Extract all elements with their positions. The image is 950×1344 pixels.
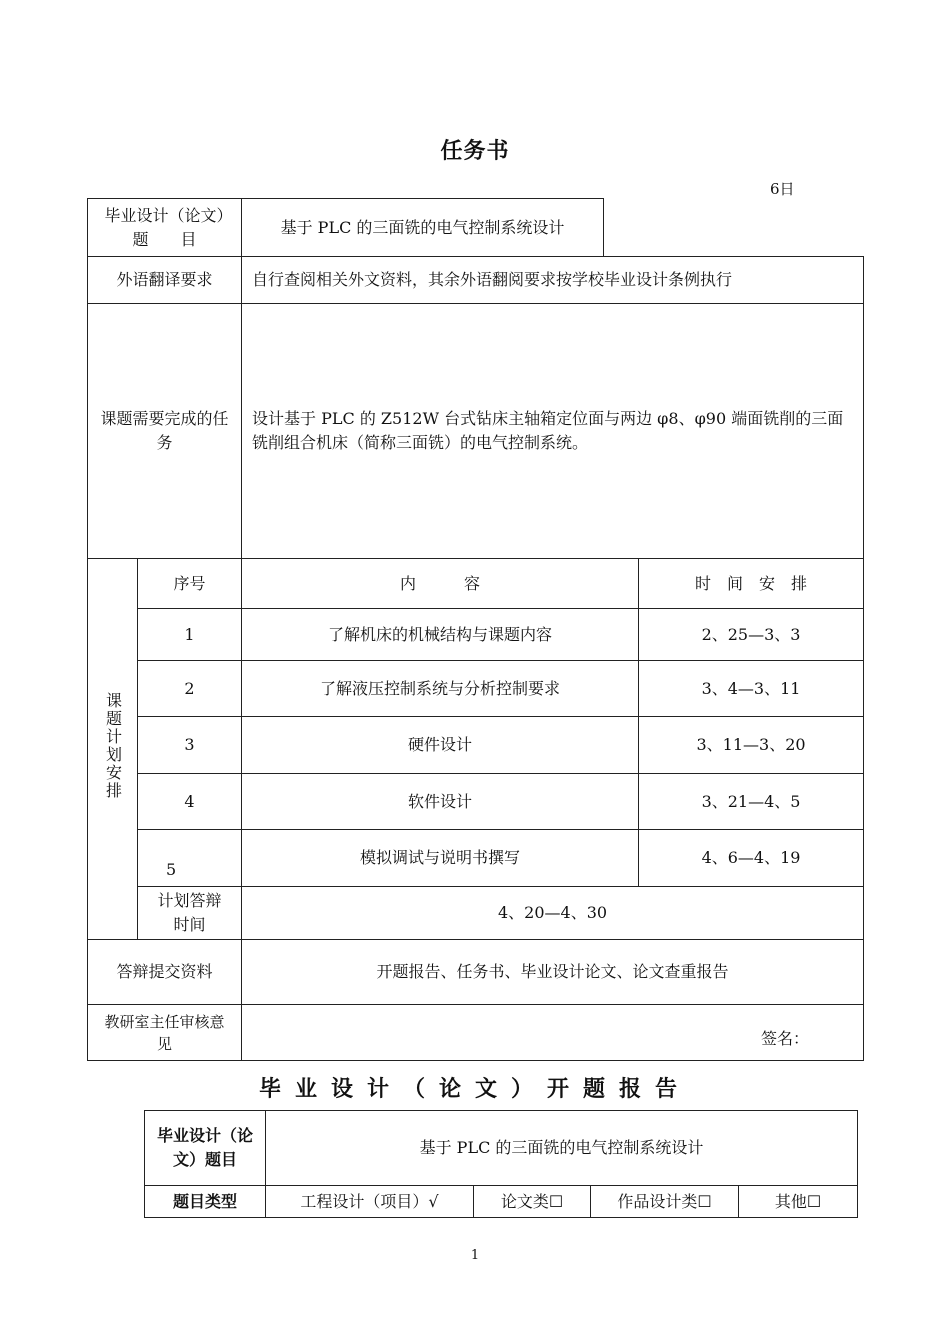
plan-row-content: 了解机床的机械结构与课题内容 [242, 609, 639, 661]
type-option-other: 其他☐ [739, 1186, 858, 1218]
plan-row-no: 1 [138, 609, 242, 661]
requirement-value: 设计基于 PLC 的 Z512W 台式钻床主轴箱定位面与两边 φ8、φ90 端面铣削的三面铣削组合机床（简称三面铣）的电气控制系统。 [242, 304, 864, 559]
plan-header-time: 时 间 安 排 [639, 559, 864, 609]
date-text: 6日 [770, 180, 795, 198]
table-row [88, 661, 864, 717]
table-row [88, 774, 864, 830]
plan-row-time: 3、11—3、20 [639, 717, 864, 774]
plan-row-time: 4、6—4、19 [639, 830, 864, 887]
report-table [144, 1110, 858, 1218]
plan-row-content: 软件设计 [242, 774, 639, 830]
topic-table [87, 198, 604, 257]
report-topic-value: 基于 PLC 的三面铣的电气控制系统设计 [266, 1111, 858, 1186]
plan-row-time: 3、4—3、11 [639, 661, 864, 717]
plan-row-no: 4 [138, 774, 242, 830]
plan-row-content: 硬件设计 [242, 717, 639, 774]
plan-row-content: 模拟调试与说明书撰写 [242, 830, 639, 887]
topic-value: 基于 PLC 的三面铣的电气控制系统设计 [242, 199, 604, 257]
table-row [88, 717, 864, 774]
plan-row-content: 了解液压控制系统与分析控制要求 [242, 661, 639, 717]
plan-row-no: 2 [138, 661, 242, 717]
materials-label: 答辩提交资料 [88, 940, 242, 1005]
plan-row-no: 3 [138, 717, 242, 774]
topic-label: 毕业设计（论文）题 目 [88, 199, 242, 257]
type-option-work: 作品设计类☐ [591, 1186, 739, 1218]
table-row [88, 830, 864, 887]
task-table [87, 256, 864, 1061]
plan-header-no: 序号 [138, 559, 242, 609]
plan-row-no: 5 [138, 830, 242, 887]
translation-label: 外语翻译要求 [88, 257, 242, 304]
report-type-label: 题目类型 [145, 1186, 266, 1218]
requirement-label: 课题需要完成的任务 [88, 304, 242, 559]
translation-value: 自行查阅相关外文资料，其余外语翻阅要求按学校毕业设计条例执行 [242, 257, 864, 304]
type-option-thesis: 论文类☐ [474, 1186, 591, 1218]
table-row [88, 609, 864, 661]
plan-label-cell [88, 559, 138, 940]
defense-label: 计划答辩时间 [138, 887, 242, 940]
review-label: 教研室主任审核意见 [88, 1005, 242, 1061]
plan-row-time: 3、21—4、5 [639, 774, 864, 830]
type-option-engineering: 工程设计（项目）√ [266, 1186, 474, 1218]
plan-row-time: 2、25—3、3 [639, 609, 864, 661]
report-topic-label: 毕业设计（论文）题目 [145, 1111, 266, 1186]
report-title: 毕业设计（论文）开题报告 [258, 1076, 691, 1102]
plan-header-content: 内 容 [242, 559, 639, 609]
page-title: 任务书 [440, 138, 510, 164]
materials-value: 开题报告、任务书、毕业设计论文、论文查重报告 [242, 940, 864, 1005]
plan-label: 课题计划安排 [103, 691, 123, 800]
defense-time: 4、20—4、30 [242, 887, 864, 940]
sign-label: 签名： [242, 1005, 864, 1061]
page-number: 1 [470, 1248, 480, 1263]
